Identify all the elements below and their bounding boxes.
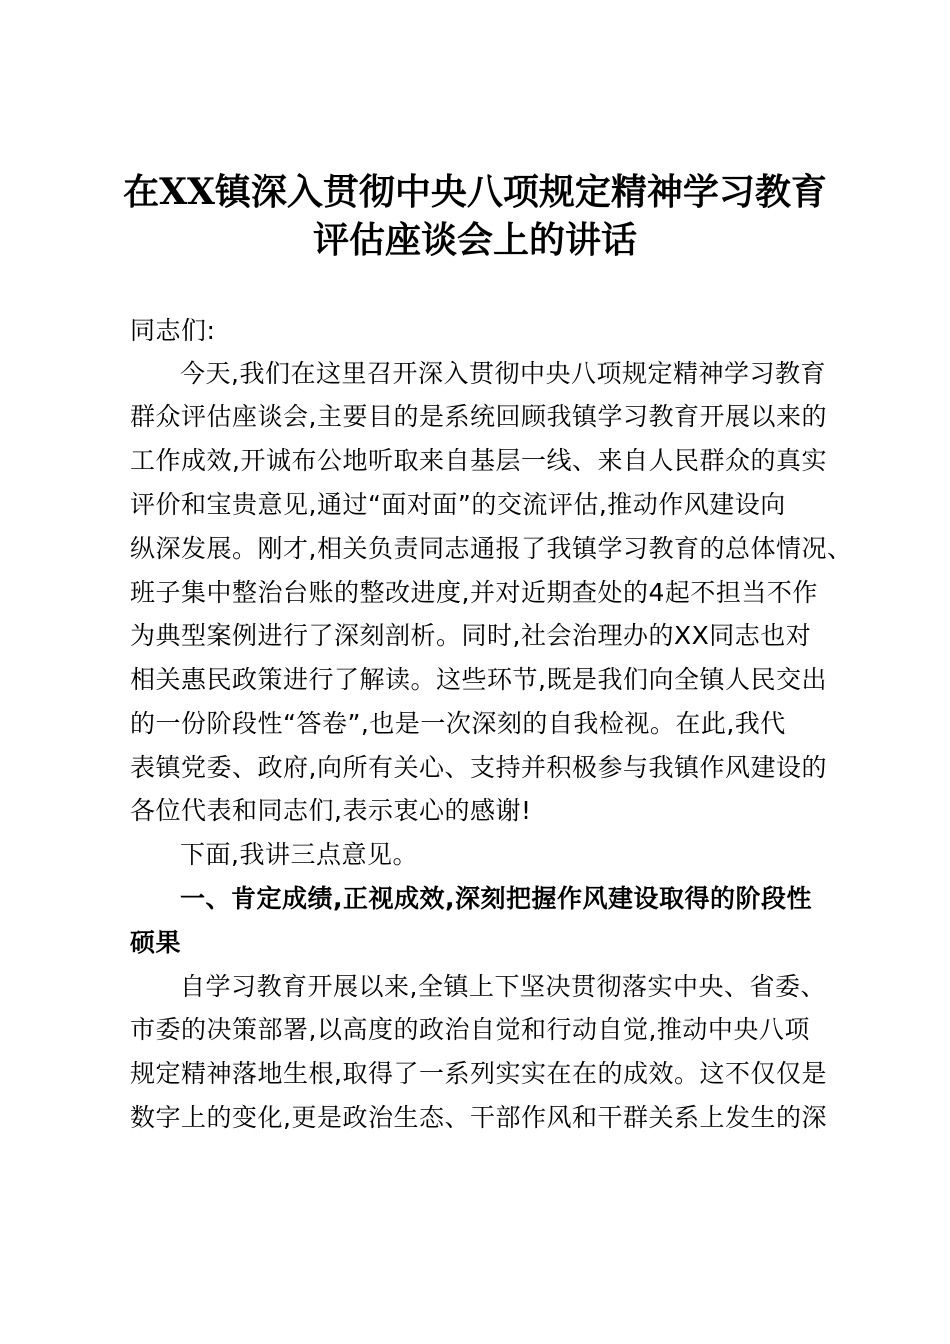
paragraph-line: 自学习教育开展以来,全镇上下坚决贯彻落实中央、省委、 [180, 972, 826, 1001]
paragraph-line: 相关惠民政策进行了解读。这些环节,既是我们向全镇人民交出 [130, 665, 827, 694]
paragraph-line: 表镇党委、政府,向所有关心、支持并积极参与我镇作风建设的 [130, 753, 827, 782]
paragraph-line: 市委的决策部署,以高度的政治自觉和行动自觉,推动中央八项 [130, 1015, 810, 1044]
paragraph-line: 数字上的变化,更是政治生态、干部作风和干群关系上发生的深 [130, 1103, 827, 1132]
paragraph-line: 各位代表和同志们,表示衷心的感谢! [130, 796, 532, 825]
document-title-line-2: 评估座谈会上的讲话 [312, 219, 637, 261]
paragraph-line: 工作成效,开诚布公地听取来自基层一线、来自人民群众的真实 [130, 446, 827, 475]
paragraph-line: 群众评估座谈会,主要目的是系统回顾我镇学习教育开展以来的 [130, 402, 827, 431]
paragraph-line: 规定精神落地生根,取得了一系列实实在在的成效。这不仅仅是 [130, 1059, 827, 1088]
paragraph-line: 评价和宝贵意见,通过“面对面”的交流评估,推动作风建设向 [130, 490, 786, 519]
salutation: 同志们: [130, 316, 216, 345]
paragraph-line: 班子集中整治台账的整改进度,并对近期查处的4起不担当不作 [130, 578, 818, 607]
heading-line: 硕果 [130, 928, 182, 957]
paragraph-line: 今天,我们在这里召开深入贯彻中央八项规定精神学习教育 [180, 359, 826, 388]
paragraph-line: 的一份阶段性“答卷”,也是一次深刻的自我检视。在此,我代 [130, 709, 786, 738]
paragraph-line: 为典型案例进行了深刻剖析。同时,社会治理办的XX同志也对 [130, 621, 812, 650]
paragraph-transition: 下面,我讲三点意见。 [180, 840, 418, 869]
document-title-line-1: 在XX镇深入贯彻中央八项规定精神学习教育 [123, 171, 827, 213]
heading-line: 一、肯定成绩,正视成效,深刻把握作风建设取得的阶段性 [180, 884, 812, 913]
paragraph-line: 纵深发展。刚才,相关负责同志通报了我镇学习教育的总体情况、 [130, 534, 853, 563]
